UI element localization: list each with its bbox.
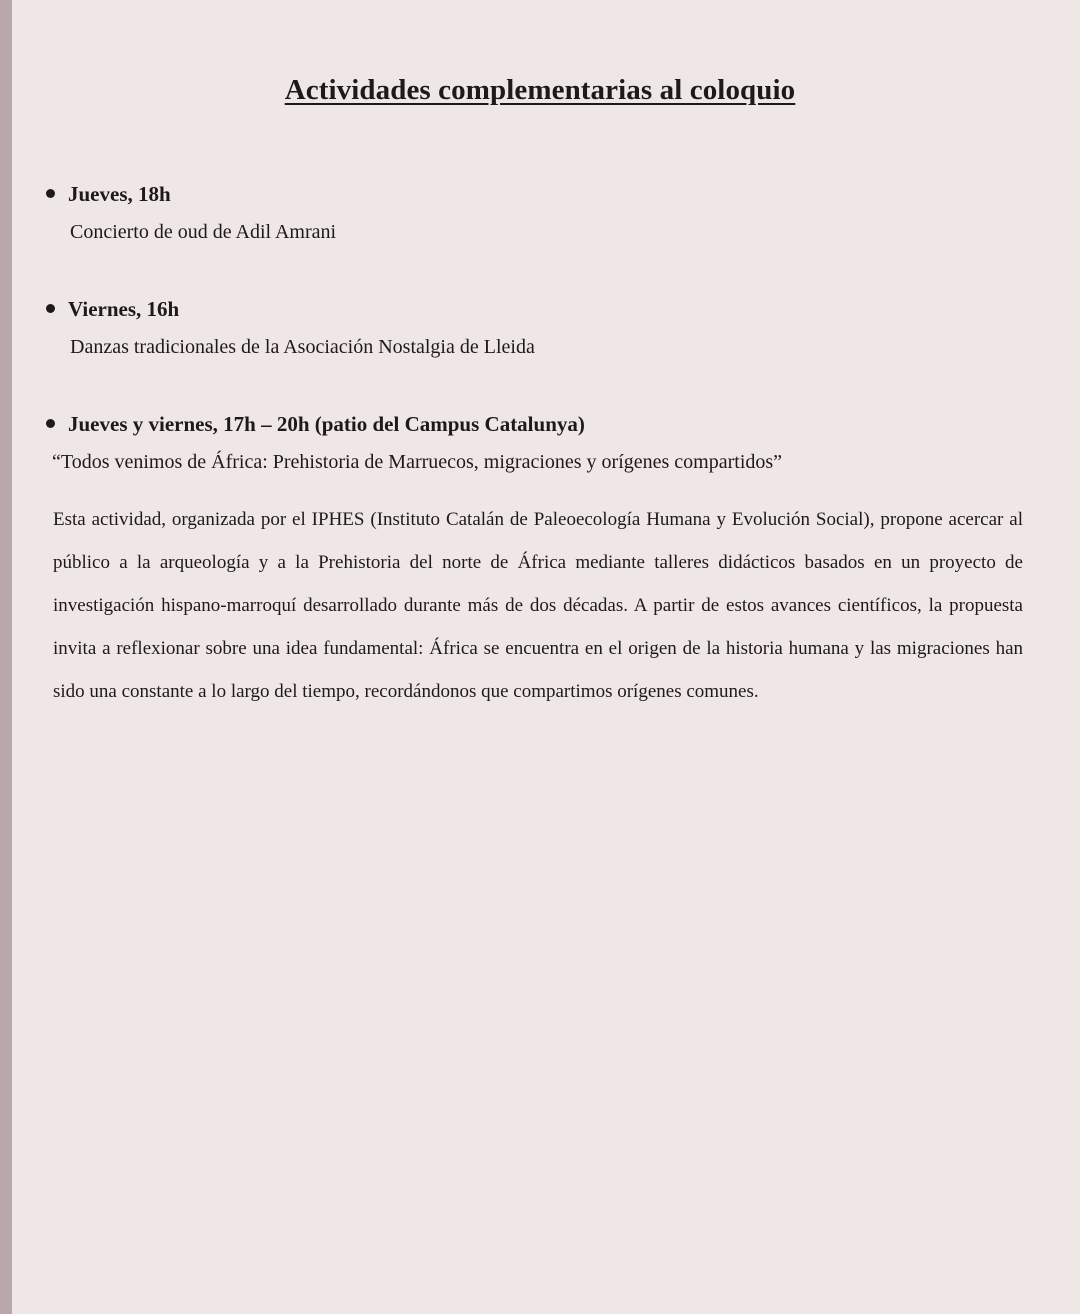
- activity-item-3: [46, 410, 1036, 475]
- activity-heading: Jueves, 18h: [68, 182, 171, 206]
- activity-description: Concierto de oud de Adil Amrani: [70, 221, 337, 243]
- bullet-icon: [46, 304, 55, 313]
- activity-description: Danzas tradicionales de la Asociación Nostalgia de Lleida: [70, 336, 535, 358]
- activity-heading: Viernes, 16h: [68, 297, 180, 321]
- activity-heading-row: [46, 410, 1036, 438]
- activity-heading: Jueves y viernes, 17h – 20h (patio del Campus Catalunya): [68, 412, 585, 436]
- activity-quote-title: “Todos venimos de África: Prehistoria de Marruecos, migraciones y orígenes compartidos”: [52, 451, 783, 473]
- bullet-icon: [46, 189, 55, 198]
- activity-item-1: [46, 180, 1036, 245]
- bullet-icon: [46, 419, 55, 428]
- page-title: Actividades complementarias al coloquio: [284, 74, 796, 106]
- activity-paragraph: Esta actividad, organizada por el IPHES (Instituto Catalán de Paleoecología Humana y Evolución Social), propone acercar al público a la arqueología y a la Prehistoria del norte de África mediante talleres didácticos basados en un proyecto de investigación hispano-marroquí desarrollado durante más de dos décadas. A partir de estos avances científicos, la propuesta invita a reflexionar sobre una idea fundamental: África se encuentra en el origen de la historia humana y las migraciones han sido una constante a lo largo del tiempo, recordándonos que compartimos orígenes comunes.: [53, 509, 1023, 702]
- activity-item-2: [46, 295, 1036, 360]
- activity-heading-row: [46, 180, 1036, 208]
- activity-heading-row: [46, 295, 1036, 323]
